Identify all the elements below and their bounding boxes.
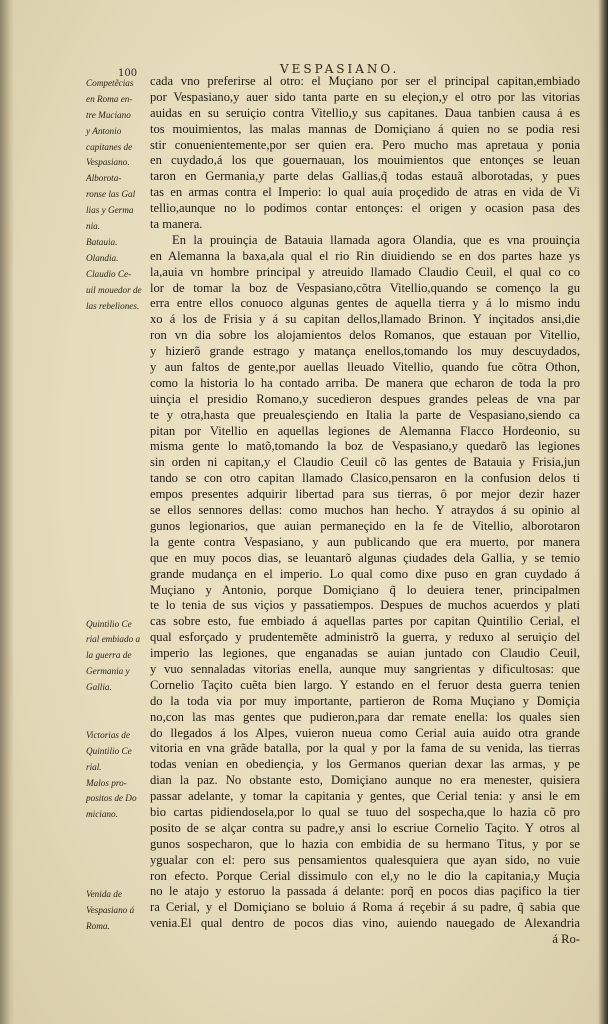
- text-line: cas sobre esto, fue embiado á aquellas partes por capitan Quintilio Cerial, el: [150, 614, 580, 629]
- text-line: por Vespasiano,y auer sido tanta parte en su eleçion,y el otro por las vitorias: [150, 89, 580, 104]
- text-line: uinçia el presidio Romano,y sucedieron despues grandes peleas de vna par: [150, 391, 580, 406]
- margin-note-line: Malos pro-: [86, 777, 127, 788]
- text-line: y vuo sennaladas vitorias enella, aunque muy sangrientas y dificultosas: que: [150, 661, 580, 676]
- margin-note-line: y Antonio: [86, 125, 122, 136]
- text-line: ron efecto. Porque Cerial dissimulo con el,y no le dio la capitania,y Muçia: [150, 868, 580, 883]
- running-title: VESPASIANO.: [280, 62, 400, 76]
- text-line: venia.El qual dentro de pocos dias vino, auiendo nauegado de Alexandria: [150, 916, 580, 931]
- text-line: do la toda via por muy importante, partieron de Roma Muçiano y Domiçia: [150, 693, 580, 708]
- text-line: Cornelio Taçito cuẽta bien largo. Y estando en el feruor desta guerra tenien: [150, 677, 580, 692]
- text-line: auidas en su seruiçio contra Vitellio,y sus capitanes. Daua tanbien causa á es: [150, 105, 580, 120]
- margin-note: [86, 617, 150, 696]
- margin-note-line: las rebeliones.: [86, 300, 140, 311]
- text-line: se ellos sennores dellas: como muchos han hecho. Y atraydos á su opinio al: [150, 503, 580, 518]
- text-line: como la historia lo ha contado arriba. De manera que echaron de toda la pro: [150, 375, 580, 390]
- text-line: y aun faltos de gente,por auellas lleuado Vitellio, quando fue cõtra Othon,: [150, 360, 580, 375]
- margin-note-line: Germania y: [86, 666, 130, 677]
- margin-note: [86, 76, 150, 171]
- margin-note-line: Vespasiano.: [86, 157, 130, 168]
- text-line: en Alemanna la baxa,ala qual el rio Rin diuidiendo se en dos partes haze ys: [150, 248, 580, 263]
- text-line: tas en armas contra el Imperio: lo qual auia proçedido de atras en vida de Vi: [150, 185, 580, 200]
- text-line: pitan por Vitellio en aquellas legiones de Alemanna Flacco Hordeonio, su: [150, 423, 580, 438]
- text-line: te y otra,hasta que preualesçiendo en Italia la parte de Vespasiano,siendo ca: [150, 407, 580, 422]
- margin-note-line: Venida de: [86, 888, 122, 899]
- text-line: stir conuenientemente,por ser quien era. Pero mucho mas apretaua y ponia: [150, 137, 580, 152]
- margin-note-line: miciano.: [86, 809, 118, 820]
- margin-note: [86, 776, 150, 824]
- margin-note-line: Competẽcias: [86, 78, 134, 88]
- text-line: taron en Germania,y parte delas Gallias,q̃ todas estauã alborotadas, y pues: [150, 169, 580, 184]
- text-line: todas venian en obediençia, y los Germanos querian dexar las armas, y pe: [150, 757, 580, 772]
- text-line: no le atajo y estoruo la passada á delante: porq̃ en pocos dias paçifico la tier: [150, 884, 580, 899]
- margin-note-line: Claudio Ce-: [86, 268, 132, 279]
- text-line: tos mouimientos, las malas mannas de Domiçiano á quien no se podia resi: [150, 121, 580, 136]
- page-edge: [598, 0, 608, 1024]
- text-line: tando se con otro capitan llamado Clasico,pensaron en la confusion delos ti: [150, 471, 580, 486]
- margin-note-line: en Roma en-: [86, 93, 133, 104]
- margin-note-line: uil mouedor de: [86, 284, 142, 295]
- margin-note-line: capitanes de: [86, 141, 133, 152]
- text-line: vitoria en vna grãde batalla, por la qual y por la fama de su venida, las tierras: [150, 741, 580, 756]
- margin-note: [86, 887, 150, 935]
- text-line: á Ro-: [552, 932, 580, 947]
- margin-note-line: Victorias de: [86, 729, 130, 740]
- margin-note-line: lias y Germa: [86, 205, 134, 216]
- text-line: xo á los de Frisia y á su capitan dellos,llamado Brinon. Y inçitados ansi,die: [150, 312, 580, 327]
- text-line: te lo tenia de sus viçios y passatiempos. Despues de muchos acuerdos y plati: [150, 598, 580, 613]
- text-line: ygualar con el: pero sus pensamientos qualesquiera que ayan sido, no vuie: [150, 852, 580, 867]
- text-line: la,auia vn hombre principal y atreuido llamado Claudio Ceuil, el qual co co: [150, 264, 580, 279]
- text-line: que en muy pocos dias, se leuantarõ algunas çiudades dela Gallia, y se temio: [150, 550, 580, 565]
- margin-note-line: Vespasiano á: [86, 904, 135, 915]
- margin-note-line: Alborota-: [86, 173, 122, 184]
- text-line: En la prouinçia de Batauia llamada agora Olandia, que es vna prouinçia: [172, 232, 580, 247]
- margin-note-line: positos de Do: [86, 793, 137, 804]
- binding-gutter: [0, 0, 14, 1024]
- text-line: gunos sospecharon, que lo hazia con embidia de su hermano Titus, y por se: [150, 836, 580, 851]
- body-text: [150, 74, 580, 948]
- text-line: ra Cerial, y el Domiçiano se boluio á Roma á reçebir á su padre, q̃ sabia que: [150, 900, 580, 915]
- text-line: posito de se alçar contra su padre,y ansi lo escriue Cornelio Taçito. Y otros al: [150, 820, 580, 835]
- margin-note-line: rial.: [86, 761, 102, 772]
- margin-note-line: la guerra de: [86, 650, 132, 661]
- text-line: dian la paz. No obstante esto, Domiçiano aunque no era menester, quisiera: [150, 773, 580, 788]
- text-line: ta manera.: [150, 217, 203, 232]
- margin-note-line: nia.: [86, 221, 101, 232]
- text-line: lor de tomar la boz de Vespasiano,cõtra Vitellio,quando se començo la gu: [150, 280, 580, 295]
- text-line: bio cartas pidiendosela,por lo qual se tuuo del sospecha,que lo hazia cõ pro: [150, 804, 580, 819]
- text-line: tellio,aunque no lo podimos contar entonçes: el origen y ocasion pasa des: [150, 201, 580, 216]
- text-line: gunos legionarios, que auian permaneçido en la fe de Vitellio, alborotaron: [150, 518, 580, 533]
- margin-note: [86, 235, 150, 314]
- margin-note-line: Roma.: [86, 920, 110, 931]
- text-line: passar adelante, y tomar la capitania y gentes, que Cerial tenia: y ansi le em: [150, 789, 580, 804]
- margin-note-line: Batauia.: [86, 237, 118, 247]
- text-line: erra entre ellos conuoco algunas gentes de aquella tierra y á lo mismo indu: [150, 296, 580, 311]
- margin-note-line: rial embiado a: [86, 634, 141, 645]
- text-line: y hizierõ grande estrago y matança enellos,tomando los muy descuydados,: [150, 344, 580, 359]
- margin-note-line: Quintilio Ce: [86, 745, 132, 756]
- margin-note-line: tre Muciano: [86, 109, 131, 120]
- text-line: Muçiano y Antonio, porque Domiçiano q̃ lo deuiera tener, principalmen: [150, 582, 580, 597]
- text-line: qual esforçado y prudentemẽte administrõ la guerra, y reduxo al seruiçio del: [150, 630, 580, 645]
- text-line: misma gente lo matõ,tomando la boz de Vespasiano,y quedarõ las legiones: [150, 439, 580, 454]
- margin-note-line: ronse las Gal: [86, 189, 136, 200]
- margin-note-line: Olandia.: [86, 252, 119, 263]
- text-line: no,con las mas gentes que pudieron,para dar remate enella: los quales sien: [150, 709, 580, 724]
- text-line: imperio las legiones, que enganadas se auian juntado con Claudio Ceuil,: [150, 646, 580, 661]
- text-line: sin orden ni capitan,y el Claudio Ceuil cõ las gentes de Batauia y Frisia,jun: [150, 455, 580, 470]
- margin-note: [86, 171, 150, 235]
- text-line: ron vn dia sobre los alojamientos delos Romanos, que estauan por Vitellio,: [150, 328, 580, 343]
- page-number: 100: [118, 68, 138, 79]
- text-line: la gente contra Vespasiano, y aun publicando que era muerto, por manera: [150, 534, 580, 549]
- text-line: do llegados á los Alpes, vuieron nueua como Cerial auia auido otra grande: [150, 725, 580, 740]
- margin-note-line: Gallia.: [86, 682, 112, 693]
- text-line: grande mudança en el imperio. Lo qual como dixe puso en gran cuydado á: [150, 566, 580, 581]
- text-line: empos presentes adquirir libertad para sus tierras, ô por mejor dezir hazer: [150, 487, 580, 502]
- text-line: en cuydado,á los que gouernauan, los mouimientos que entonçes se leuan: [150, 153, 580, 168]
- text-line: cada vno preferirse al otro: el Muçiano por ser el principal capitan,embiado: [150, 74, 580, 88]
- margin-note-line: Quintilio Ce: [86, 618, 132, 629]
- margin-note: [86, 728, 150, 776]
